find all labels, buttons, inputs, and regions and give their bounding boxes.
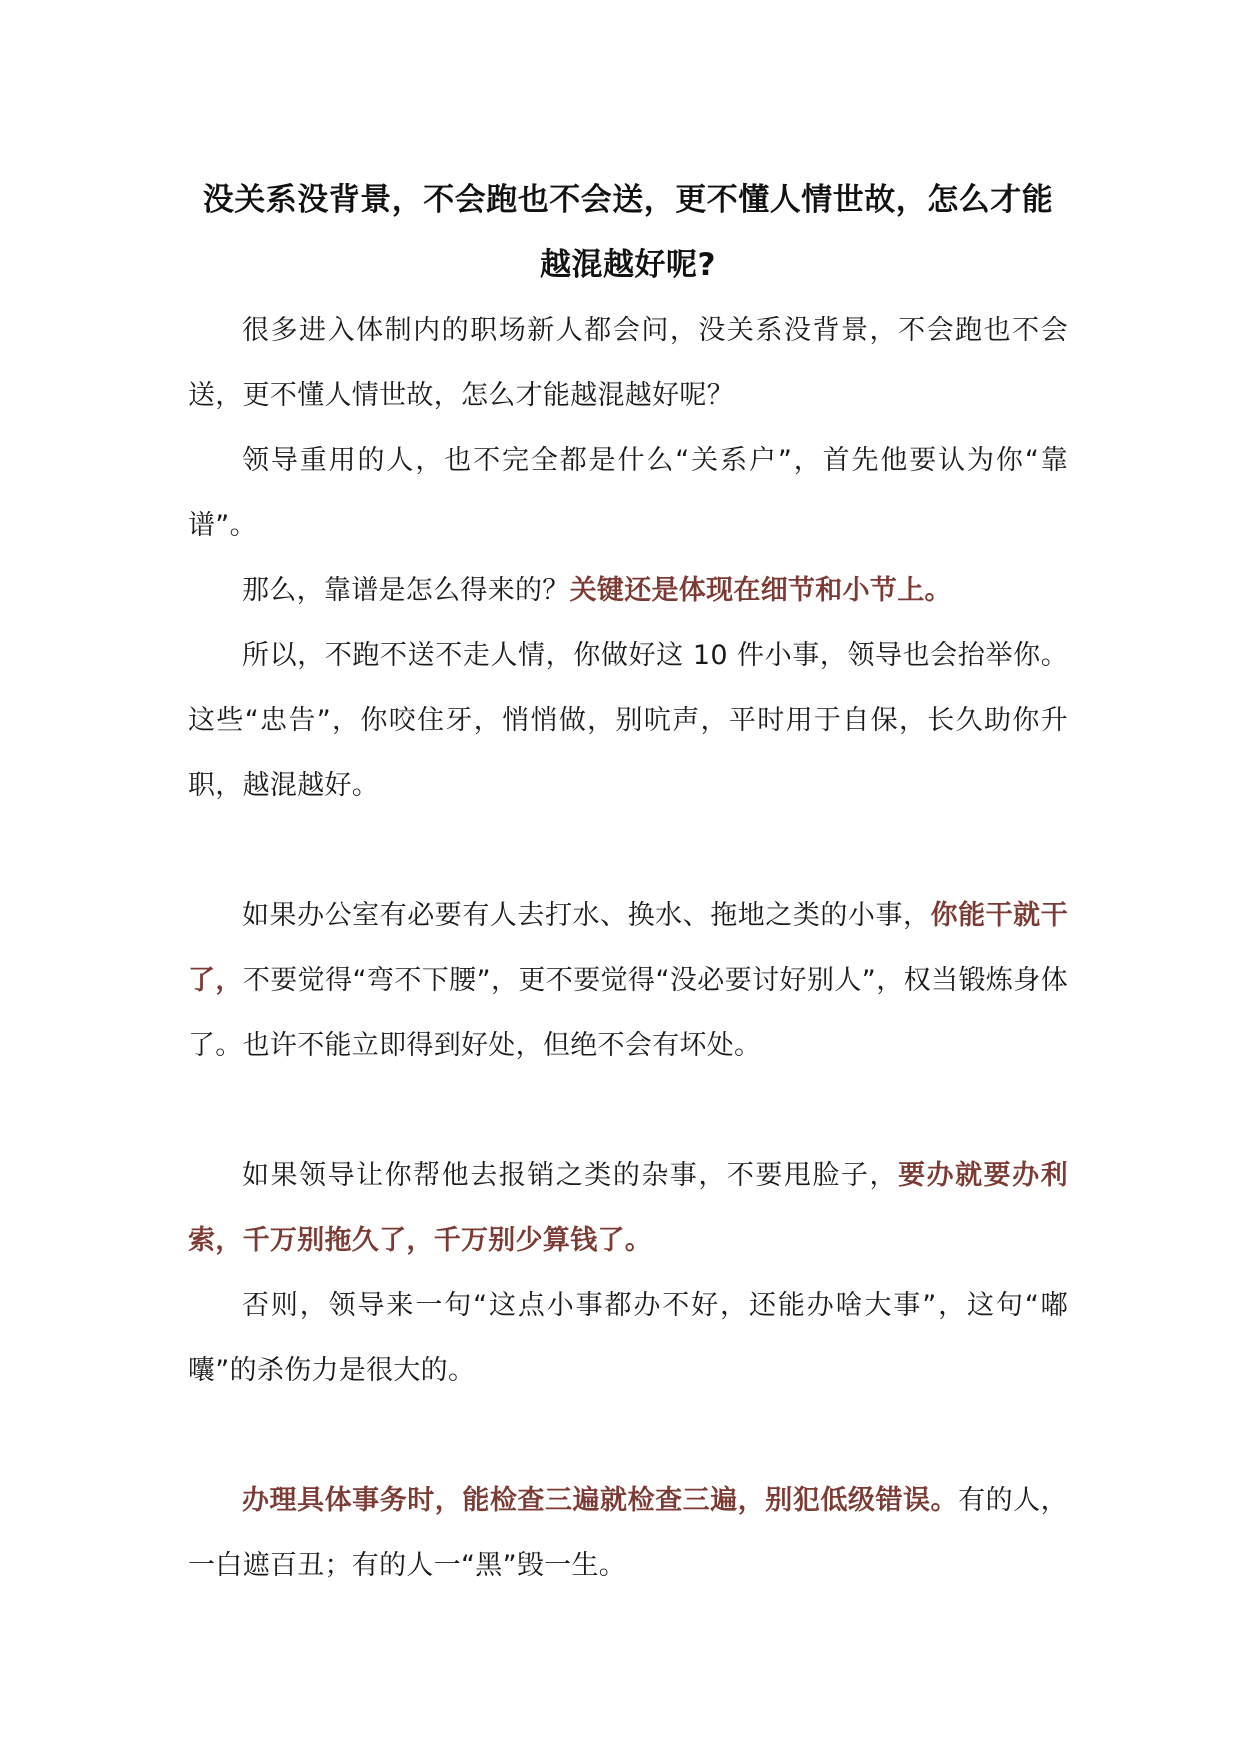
blank-line — [188, 818, 1068, 883]
paragraph-reimbursement — [188, 1143, 1068, 1273]
paragraph-text: 有的人，一白遮百丑；有的人一“黑”毁一生。 — [188, 1485, 1068, 1581]
paragraph-check-three-times — [188, 1468, 1068, 1598]
blank-line — [188, 1078, 1068, 1143]
document-page — [188, 168, 1068, 1598]
highlight-text: 你能干就干了， — [188, 900, 1069, 996]
paragraph-text: 那么，靠谱是怎么得来的？ — [242, 575, 570, 606]
paragraph-office-chores — [188, 883, 1068, 1078]
highlight-text: 要办就要办利索，千万别拖久了，千万别少算钱了。 — [188, 1160, 1068, 1256]
highlight-text: 办理具体事务时，能检查三遍就检查三遍，别犯低级错误。 — [242, 1485, 959, 1516]
paragraph-ten-things — [188, 623, 1068, 818]
paragraph-text: 所以，不跑不送不走人情，你做好这 10 件小事，领导也会抬举你。这些“忠告”，你咬住牙，悄悄做，别吭声，平时用于自保，长久助你升职，越混越好。 — [188, 640, 1068, 801]
paragraph-how-reliable — [188, 558, 1068, 623]
paragraph-text: 否则，领导来一句“这点小事都办不好，还能办啥大事”，这句“嘟囔”的杀伤力是很大的。 — [188, 1290, 1068, 1386]
document-title: 没关系没背景，不会跑也不会送，更不懂人情世故，怎么才能越混越好呢? — [202, 182, 1054, 283]
paragraph-text: 领导重用的人，也不完全都是什么“关系户”，首先他要认为你“靠谱”。 — [188, 445, 1068, 541]
paragraph-reliable — [188, 428, 1068, 558]
paragraph-text: 如果领导让你帮他去报销之类的杂事，不要甩脸子， — [242, 1160, 899, 1191]
blank-line — [188, 1403, 1068, 1468]
paragraph-intro-question — [188, 298, 1068, 428]
paragraph-otherwise — [188, 1273, 1068, 1403]
paragraph-text: 不要觉得“弯不下腰”，更不要觉得“没必要讨好别人”，权当锻炼身体了。也许不能立即得到好处，但绝不会有坏处。 — [188, 965, 1068, 1061]
highlight-text: 关键还是体现在细节和小节上。 — [569, 575, 952, 606]
paragraph-text: 如果办公室有必要有人去打水、换水、拖地之类的小事， — [242, 900, 931, 931]
paragraph-text: 很多进入体制内的职场新人都会问，没关系没背景，不会跑也不会送，更不懂人情世故，怎么才能越混越好呢？ — [188, 315, 1068, 411]
